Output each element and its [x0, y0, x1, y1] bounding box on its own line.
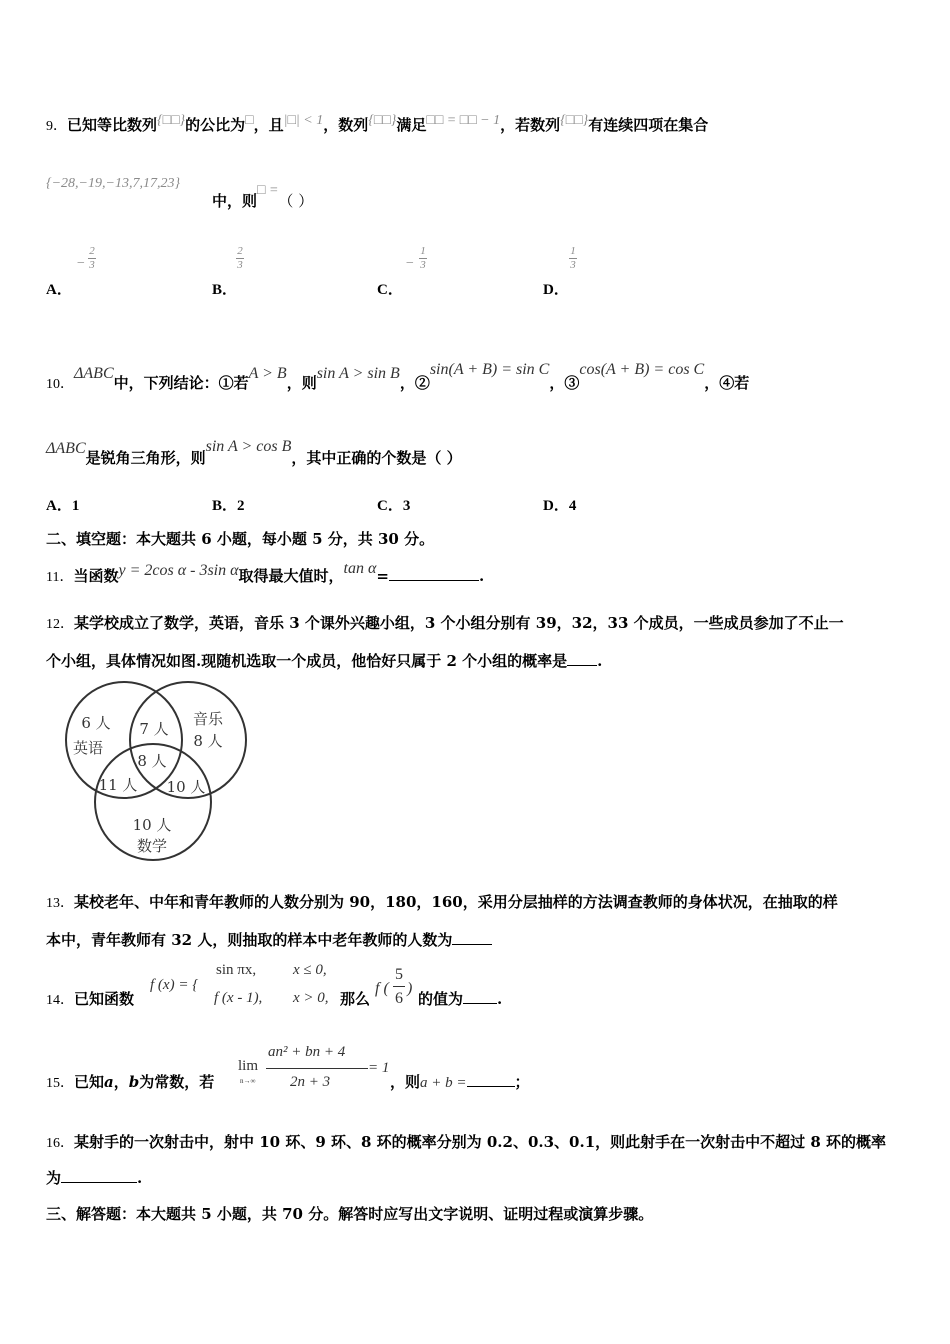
- q9-q-formula: □: [245, 113, 254, 128]
- q12-answer-blank[interactable]: [567, 651, 597, 666]
- venn-music-math-count: 10 人: [166, 778, 206, 796]
- venn-math-label: 数学: [136, 837, 168, 855]
- q9-option-d-fraction: 1 3: [570, 245, 576, 271]
- q9-set-formula: {−28,−19,−13,7,17,23}: [46, 176, 181, 191]
- q15-number: 15．: [46, 1076, 74, 1091]
- q15-line-start: 15．已知a，b为常数，若: [46, 1073, 215, 1091]
- q11-line: 11．当函数y = 2cos α - 3sin α取得最大值时，tan α= .: [46, 560, 485, 585]
- q14-tail: 那么: [340, 990, 371, 1008]
- q15-line-end: ，则a + b = ；: [390, 1073, 530, 1091]
- q9-option-c-label: C．: [377, 282, 403, 298]
- q13-number: 13．: [46, 896, 74, 911]
- venn-all-three-count: 8 人: [137, 752, 167, 770]
- q14-f56-formula: f ( 5 6 ): [375, 966, 413, 1007]
- q10-number: 10．: [46, 377, 74, 392]
- q10-option-a: A．1: [46, 498, 80, 514]
- q16-number: 16．: [46, 1136, 74, 1151]
- q11-function-formula: y = 2cos α - 3sin α: [118, 562, 239, 579]
- venn-math-only-count: 10 人: [132, 816, 172, 834]
- section-2-heading: 二、填空题：本大题共 6 小题，每小题 5 分，共 30 分。: [46, 530, 435, 548]
- q9-rel-formula: □□ = □□ − 1: [426, 113, 501, 128]
- q9-option-a-label: A．: [46, 282, 72, 298]
- venn-english-label: 英语: [72, 739, 104, 757]
- q14-tail2: 的值为 .: [418, 990, 503, 1008]
- q9-an-formula: {□□}: [157, 113, 186, 128]
- q12-line2: 个小组，具体情况如图.现随机选取一个成员，他恰好只属于 2 个小组的概率是 .: [46, 652, 603, 670]
- venn-english-music-count: 7 人: [139, 720, 169, 738]
- q13-line1: 13．某校老年、中年和青年教师的人数分别为 90，180，160，采用分层抽样的方法调查教师的身体状况，在抽取的样: [46, 893, 838, 911]
- q16-answer-blank[interactable]: [61, 1168, 137, 1183]
- q14-number: 14．: [46, 993, 74, 1008]
- q10-tri2-formula: ΔABC: [46, 440, 86, 457]
- q9-option-c-fraction: 1 3: [420, 245, 426, 271]
- q9-paren: （ ）: [278, 192, 314, 210]
- q10-c2-formula: sin A > sin B: [316, 365, 400, 382]
- q10-c5-formula: sin A > cos B: [205, 438, 292, 455]
- q13-answer-blank[interactable]: [452, 930, 492, 945]
- q9-option-d-label: D．: [543, 282, 569, 298]
- q9-option-b-label: B．: [212, 282, 238, 298]
- q10-option-c: C．3: [377, 498, 411, 514]
- venn-music-label: 音乐: [192, 710, 224, 728]
- q9-cond-formula: |□| < 1: [283, 113, 324, 128]
- q11-tan-formula: tan α: [343, 560, 377, 577]
- q15-limit-formula: lim n→∞ an² + bn + 4 2n + 3 = 1: [238, 1044, 390, 1090]
- q14-piecewise-formula: f (x) = { sin πx, x ≤ 0, f (x - 1), x > 0,: [150, 962, 329, 1006]
- q9-option-a-fraction: 2 3: [89, 245, 95, 271]
- q16-line1: 16．某射手的一次射击中，射中 10 环、9 环、8 环的概率分别为 0.2、0.3、0.1，则此射手在一次射击中不超过 8 环的概率: [46, 1133, 887, 1151]
- venn-diagram: [54, 680, 254, 870]
- venn-english-only-count: 6 人: [81, 714, 111, 732]
- q9-option-b-fraction: 2 3: [237, 245, 243, 271]
- q14-line: 14．已知函数: [46, 990, 135, 1008]
- q9-bn-formula: {□□}: [368, 113, 397, 128]
- q10-c3-formula: sin(A + B) = sin C: [429, 361, 550, 378]
- q10-line2: ΔABC是锐角三角形，则sin A > cos B，其中正确的个数是（ ）: [46, 438, 462, 467]
- q9-line2: 中，则□ =（ ）: [212, 183, 314, 210]
- venn-music-only-count: 8 人: [193, 732, 223, 750]
- q10-c1-formula: A > B: [248, 365, 287, 382]
- q9-bn2-formula: {□□}: [560, 113, 589, 128]
- q9-number: 9．: [46, 119, 67, 134]
- q12-number: 12．: [46, 617, 74, 632]
- q10-line1: 10．ΔABC中，下列结论：①若A > B，则sin A > sin B，②sin(A + B) = sin C，③cos(A + B) = cos C，④若: [46, 361, 750, 392]
- q15-answer-blank[interactable]: [467, 1072, 515, 1087]
- q14-answer-blank[interactable]: [463, 989, 497, 1004]
- q13-line2: 本中，青年教师有 32 人，则抽取的样本中老年教师的人数为: [46, 929, 492, 950]
- q10-tri-formula: ΔABC: [74, 365, 114, 382]
- q16-line2: 为 .: [46, 1169, 143, 1187]
- q11-answer-blank[interactable]: [389, 566, 479, 581]
- q10-option-b: B．2: [212, 498, 245, 514]
- section-3-heading: 三、解答题：本大题共 5 小题，共 70 分。解答时应写出文字说明、证明过程或演算步骤。: [46, 1205, 654, 1223]
- q9-line1: 9．已知等比数列{□□}的公比为□，且|□| < 1，数列{□□}满足□□ = □□ − 1，若数列{□□}有连续四项在集合: [46, 113, 709, 134]
- q11-number: 11．: [46, 570, 74, 585]
- q15-ab-formula: a + b =: [420, 1075, 467, 1091]
- venn-english-math-count: 11 人: [98, 776, 138, 794]
- q10-c4-formula: cos(A + B) = cos C: [579, 361, 705, 378]
- q12-line1: 12．某学校成立了数学，英语，音乐 3 个课外兴趣小组，3 个小组分别有 39，32，33 个成员，一些成员参加了不止一: [46, 614, 844, 632]
- q10-option-d: D．4: [543, 498, 577, 514]
- q9-qeq-formula: □ =: [257, 183, 279, 198]
